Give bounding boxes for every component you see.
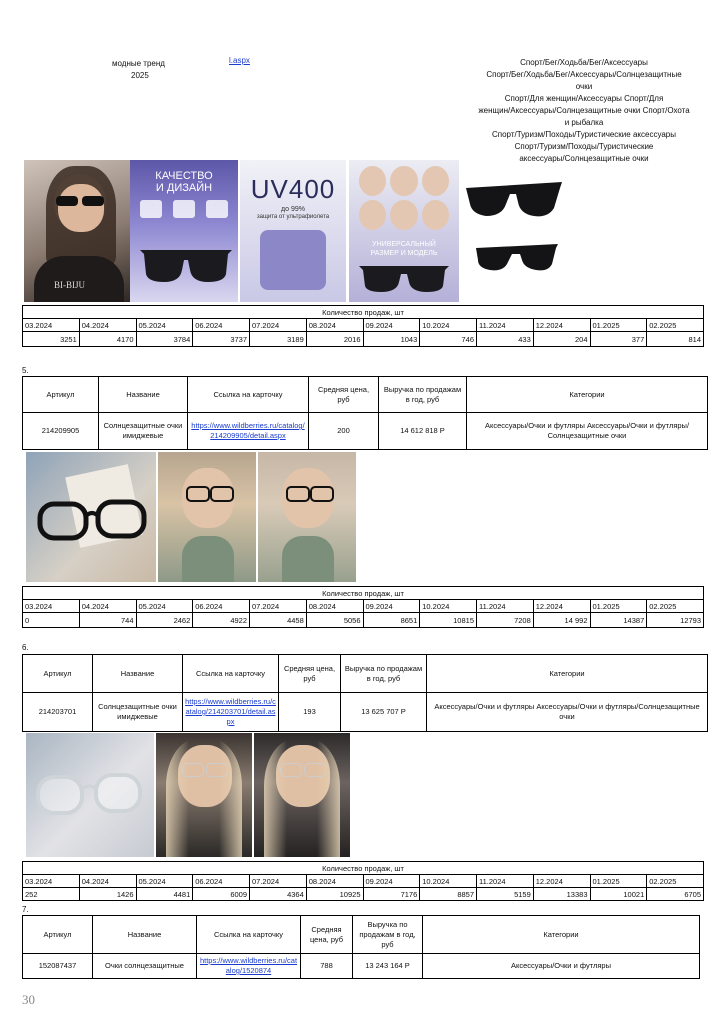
month-cell: 12.2024: [533, 600, 590, 613]
sales-value: 7176: [363, 888, 420, 901]
month-cell: 01.2025: [590, 319, 647, 332]
header-article: Артикул: [23, 655, 93, 693]
month-cell: 09.2024: [363, 875, 420, 888]
uv400-banner: UV400 до 99% защита от ультрафиолета: [240, 160, 346, 302]
month-cell: 04.2024: [79, 600, 136, 613]
month-cell: 09.2024: [363, 600, 420, 613]
sales-value: 433: [477, 332, 534, 347]
month-cell: 02.2025: [647, 875, 704, 888]
sales-value: 4458: [250, 613, 307, 628]
month-cell: 06.2024: [193, 319, 250, 332]
sales-value: 14387: [590, 613, 647, 628]
trend-year: 2025: [131, 71, 149, 80]
name-value: Солнцезащитные очки имиджевые: [93, 693, 183, 732]
product-link[interactable]: https://www.wildberries.ru/catalog/214203701/detail.aspx: [185, 697, 276, 726]
sales-value: 14 992: [533, 613, 590, 628]
month-cell: 04.2024: [79, 319, 136, 332]
model-photo-4: [156, 733, 252, 857]
sunglasses-icon: [357, 262, 451, 296]
sales-title: Количество продаж, шт: [23, 587, 704, 600]
name-value: Солнцезащитные очки имиджевые: [99, 413, 188, 450]
month-cell: 04.2024: [79, 875, 136, 888]
product-link[interactable]: https://www.wildberries.ru/catalog/214209905/detail.aspx: [191, 421, 305, 440]
header-categories: Категории: [423, 916, 700, 954]
month-cell: 01.2025: [590, 875, 647, 888]
sales-value: 252: [23, 888, 80, 901]
month-cell: 10.2024: [420, 875, 477, 888]
model-photo: [24, 160, 130, 302]
sales-table-1: [22, 305, 704, 347]
header-categories: Категории: [467, 377, 708, 413]
revenue-value: 13 243 164 Р: [353, 954, 423, 979]
sales-value: 8857: [420, 888, 477, 901]
sales-value: 1426: [79, 888, 136, 901]
sales-value: 3737: [193, 332, 250, 347]
sales-value: 3784: [136, 332, 193, 347]
sales-value: 744: [79, 613, 136, 628]
month-cell: 10.2024: [420, 600, 477, 613]
price-value: 200: [309, 413, 379, 450]
header-name: Название: [93, 916, 197, 954]
size-banner: УНИВЕРСАЛЬНЫЙ РАЗМЕР И МОДЕЛЬ: [349, 160, 459, 302]
glasses-hand-photo: [26, 452, 156, 582]
product-table-6: [22, 654, 708, 732]
month-cell: 10.2024: [420, 319, 477, 332]
product-link[interactable]: https://www.wildberries.ru/catalog/1520874: [199, 956, 298, 975]
month-cell: 03.2024: [23, 875, 80, 888]
trend-text: модные тренд: [112, 59, 165, 68]
header-categories: Категории: [427, 655, 708, 693]
link-tail[interactable]: l.aspx: [229, 56, 250, 65]
top-categories: Спорт/Бег/Ходьба/Бег/Аксессуары Спорт/Бег/Ходьба/Бег/Аксессуары/Солнцезащитные очки Спорт/Для женщин/Аксессуары Спорт/Для женщин/Аксессуары/Солнцезащитные очки Спорт/Охота и рыбалка Спорт/Туризм/Походы/Туристические аксессуары Спорт/Туризм/Походы/Туристические аксессуары/Солнцезащитные очки: [478, 58, 690, 163]
month-cell: 11.2024: [477, 600, 534, 613]
article-value: 214203701: [23, 693, 93, 732]
page-number: 30: [22, 992, 35, 1007]
sunglasses-icon: [136, 244, 236, 288]
sales-title: Количество продаж, шт: [23, 306, 704, 319]
header-price: Средняя цена, руб: [301, 916, 353, 954]
month-cell: 12.2024: [533, 875, 590, 888]
sales-value: 4481: [136, 888, 193, 901]
product-table-5: [22, 376, 708, 450]
header-link: Ссылка на карточку: [183, 655, 279, 693]
sales-value: 1043: [363, 332, 420, 347]
month-cell: 05.2024: [136, 600, 193, 613]
month-cell: 02.2025: [647, 319, 704, 332]
month-cell: 03.2024: [23, 319, 80, 332]
sales-value: 4922: [193, 613, 250, 628]
month-cell: 05.2024: [136, 875, 193, 888]
month-cell: 06.2024: [193, 600, 250, 613]
sales-value: 377: [590, 332, 647, 347]
sales-value: 0: [23, 613, 80, 628]
month-cell: 07.2024: [250, 875, 307, 888]
sales-value: 2462: [136, 613, 193, 628]
sales-value: 5056: [306, 613, 363, 628]
sales-table-2: [22, 586, 704, 628]
sales-value: 10815: [420, 613, 477, 628]
sales-value: 2016: [306, 332, 363, 347]
header-name: Название: [93, 655, 183, 693]
sales-value: 8651: [363, 613, 420, 628]
glasses-product-photo: [462, 172, 570, 292]
categories-value: Аксессуары/Очки и футляры: [423, 954, 700, 979]
sales-value: 10021: [590, 888, 647, 901]
sales-value: 4364: [250, 888, 307, 901]
sales-value: 3251: [23, 332, 80, 347]
price-value: 193: [279, 693, 341, 732]
model-photo-3: [258, 452, 356, 582]
sales-value: 6009: [193, 888, 250, 901]
header-link: Ссылка на карточку: [197, 916, 301, 954]
categories-value: Аксессуары/Очки и футляры Аксессуары/Очки и футляры/Солнцезащитные очки: [467, 413, 708, 450]
header-name: Название: [99, 377, 188, 413]
header-link: Ссылка на карточку: [188, 377, 309, 413]
section-number: 7.: [22, 905, 29, 914]
model-photo-5: [254, 733, 350, 857]
month-cell: 07.2024: [250, 319, 307, 332]
header-revenue: Выручка по продажам в год, руб: [353, 916, 423, 954]
sales-value: 4170: [79, 332, 136, 347]
revenue-value: 13 625 707 Р: [341, 693, 427, 732]
month-cell: 08.2024: [306, 875, 363, 888]
sales-value: 7208: [477, 613, 534, 628]
month-cell: 03.2024: [23, 600, 80, 613]
month-cell: 11.2024: [477, 875, 534, 888]
month-cell: 05.2024: [136, 319, 193, 332]
sales-value: 204: [533, 332, 590, 347]
section-number: 5.: [22, 366, 29, 375]
sales-value: 10925: [306, 888, 363, 901]
revenue-value: 14 612 818 Р: [379, 413, 467, 450]
sales-value: 5159: [477, 888, 534, 901]
sales-value: 814: [647, 332, 704, 347]
month-cell: 08.2024: [306, 600, 363, 613]
glasses-icon: [34, 498, 152, 548]
product-table-7: [22, 915, 700, 979]
month-cell: 09.2024: [363, 319, 420, 332]
price-value: 788: [301, 954, 353, 979]
header-price: Средняя цена, руб: [279, 655, 341, 693]
header-revenue: Выручка по продажам в год, руб: [379, 377, 467, 413]
categories-value: Аксессуары/Очки и футляры Аксессуары/Очки и футляры/Солнцезащитные очки: [427, 693, 708, 732]
month-cell: 07.2024: [250, 600, 307, 613]
month-cell: 06.2024: [193, 875, 250, 888]
header-article: Артикул: [23, 916, 93, 954]
sales-value: 12793: [647, 613, 704, 628]
section-number: 6.: [22, 643, 29, 652]
clear-glasses-photo: [26, 733, 154, 857]
sales-value: 746: [420, 332, 477, 347]
sales-title: Количество продаж, шт: [23, 862, 704, 875]
month-cell: 02.2025: [647, 600, 704, 613]
article-value: 214209905: [23, 413, 99, 450]
quality-banner: КАЧЕСТВО И ДИЗАЙН: [130, 160, 238, 302]
header-article: Артикул: [23, 377, 99, 413]
header-price: Средняя цена, руб: [309, 377, 379, 413]
brand-logo: BI-BIJU: [54, 280, 85, 290]
sales-value: 13383: [533, 888, 590, 901]
month-cell: 01.2025: [590, 600, 647, 613]
glasses-icon: [32, 771, 148, 823]
month-cell: 11.2024: [477, 319, 534, 332]
name-value: Очки солнцезащитные: [93, 954, 197, 979]
model-photo-2: [158, 452, 256, 582]
month-cell: 08.2024: [306, 319, 363, 332]
sales-value: 6705: [647, 888, 704, 901]
sales-value: 3189: [250, 332, 307, 347]
month-cell: 12.2024: [533, 319, 590, 332]
header-revenue: Выручка по продажам в год, руб: [341, 655, 427, 693]
article-value: 152087437: [23, 954, 93, 979]
sales-table-3: [22, 861, 704, 901]
